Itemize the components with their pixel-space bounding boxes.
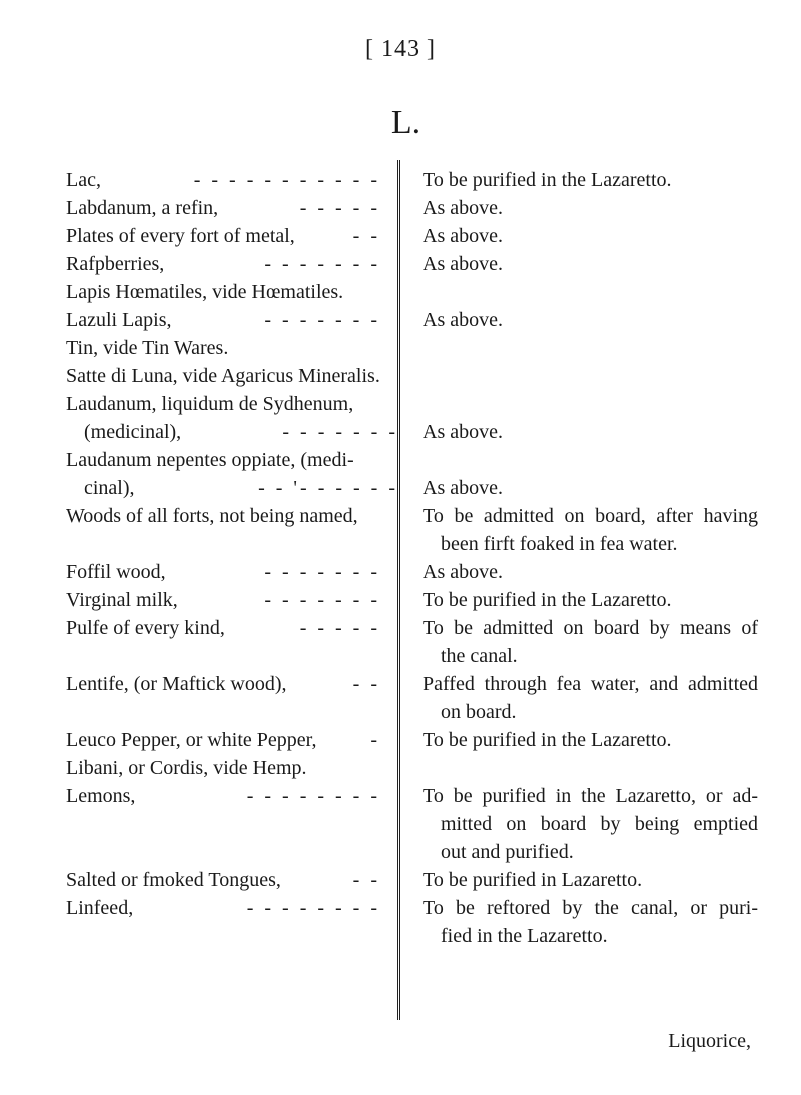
leader-dashes: - — [370, 729, 380, 751]
treatment-text: To be purified in the Lazaretto. — [423, 589, 672, 611]
commodity-entry — [66, 308, 380, 332]
leader-dashes: - - '- - - - - - — [258, 477, 398, 499]
commodity-name: Laudanum nepentes oppiate, (medi- — [66, 449, 354, 471]
commodity-name: Plates of every fort of metal, — [66, 225, 295, 247]
commodity-entry — [66, 224, 380, 248]
commodity-entry — [66, 448, 380, 472]
treatment-text: Paffed through fea water, and admitted — [423, 673, 758, 695]
commodity-name: Libani, or Cordis, vide Hemp. — [66, 757, 307, 779]
commodity-name: Foffil wood, — [66, 561, 166, 583]
commodity-entry — [66, 868, 380, 892]
commodity-name: Lentife, (or Maftick wood), — [66, 673, 287, 695]
column-divider — [397, 160, 400, 1020]
commodity-name: Linfeed, — [66, 897, 134, 919]
commodity-entry — [66, 196, 380, 220]
leader-dashes: - - - - - - - — [264, 561, 380, 583]
leader-dashes: - - - - - — [299, 197, 380, 219]
treatment-text: As above. — [423, 197, 503, 219]
commodity-name: Pulfe of every kind, — [66, 617, 225, 639]
commodity-name: Lapis Hœmatiles, vide Hœmatiles. — [66, 281, 344, 303]
leader-dashes: - - — [352, 869, 380, 891]
treatment-text: To be admitted on board, after having — [423, 505, 758, 527]
commodity-name: Woods of all forts, not being named, — [66, 505, 358, 527]
commodity-name: (medicinal), — [84, 421, 182, 443]
section-letter: L. — [390, 104, 421, 141]
commodity-entry — [66, 616, 380, 640]
leader-dashes: - - — [352, 673, 380, 695]
treatment-text: As above. — [423, 225, 503, 247]
leader-dashes: - - - - - - - - - - - — [193, 169, 380, 191]
page-number: [ 143 ] — [365, 36, 436, 62]
commodity-name: Leuco Pepper, or white Pepper, — [66, 729, 317, 751]
treatment-text: been firft foaked in fea water. — [441, 533, 678, 555]
leader-dashes: - - - - - - - — [282, 421, 398, 443]
commodity-entry — [66, 168, 380, 192]
treatment-text: As above. — [423, 561, 503, 583]
treatment-text: on board. — [441, 701, 517, 723]
treatment-text: out and purified. — [441, 841, 574, 863]
commodity-entry — [66, 364, 380, 388]
leader-dashes: - - - - - - - — [264, 253, 380, 275]
leader-dashes: - - - - - - - — [264, 309, 380, 331]
catchword: Liquorice, — [668, 1030, 751, 1052]
leader-dashes: - - — [352, 225, 380, 247]
treatment-text: mitted on board by being emptied — [441, 813, 758, 835]
commodity-name: Lemons, — [66, 785, 136, 807]
commodity-name: Laudanum, liquidum de Sydhenum, — [66, 393, 354, 415]
leader-dashes: - - - - - - - - — [246, 785, 380, 807]
commodity-entry — [66, 588, 380, 612]
leader-dashes: - - - - - - - - — [246, 897, 380, 919]
commodity-entry — [66, 560, 380, 584]
commodity-entry — [66, 280, 380, 304]
commodity-entry — [66, 336, 380, 360]
treatment-text: fied in the Lazaretto. — [441, 925, 608, 947]
commodity-name: Tin, vide Tin Wares. — [66, 337, 229, 359]
commodity-name: Lazuli Lapis, — [66, 309, 172, 331]
commodity-name: cinal), — [84, 477, 135, 499]
commodity-entry — [66, 476, 398, 500]
commodity-entry — [66, 672, 380, 696]
commodity-entry — [66, 756, 380, 780]
commodity-name: Labdanum, a refin, — [66, 197, 219, 219]
treatment-text: As above. — [423, 477, 503, 499]
leader-dashes: - - - - - — [299, 617, 380, 639]
commodity-name: Rafpberries, — [66, 253, 165, 275]
treatment-text: As above. — [423, 309, 503, 331]
treatment-text: To be purified in the Lazaretto. — [423, 729, 672, 751]
commodity-entry — [66, 896, 380, 920]
commodity-entry — [66, 252, 380, 276]
leader-dashes: - - - - - - - — [264, 589, 380, 611]
treatment-text: As above. — [423, 421, 503, 443]
treatment-text: To be purified in the Lazaretto, or ad- — [423, 785, 758, 807]
commodity-entry — [66, 420, 398, 444]
commodity-name: Virginal milk, — [66, 589, 178, 611]
commodity-entry — [66, 784, 380, 808]
commodity-entry — [66, 392, 380, 416]
treatment-text: the canal. — [441, 645, 518, 667]
commodity-name: Salted or fmoked Tongues, — [66, 869, 281, 891]
treatment-text: As above. — [423, 253, 503, 275]
treatment-text: To be admitted on board by means of — [423, 617, 758, 639]
treatment-text: To be purified in Lazaretto. — [423, 869, 643, 891]
commodity-entry — [66, 504, 380, 528]
treatment-text: To be reftored by the canal, or puri- — [423, 897, 758, 919]
commodity-name: Lac, — [66, 169, 101, 191]
treatment-text: To be purified in the Lazaretto. — [423, 169, 672, 191]
commodity-name: Satte di Luna, vide Agaricus Mineralis. — [66, 365, 380, 387]
commodity-entry — [66, 728, 380, 752]
